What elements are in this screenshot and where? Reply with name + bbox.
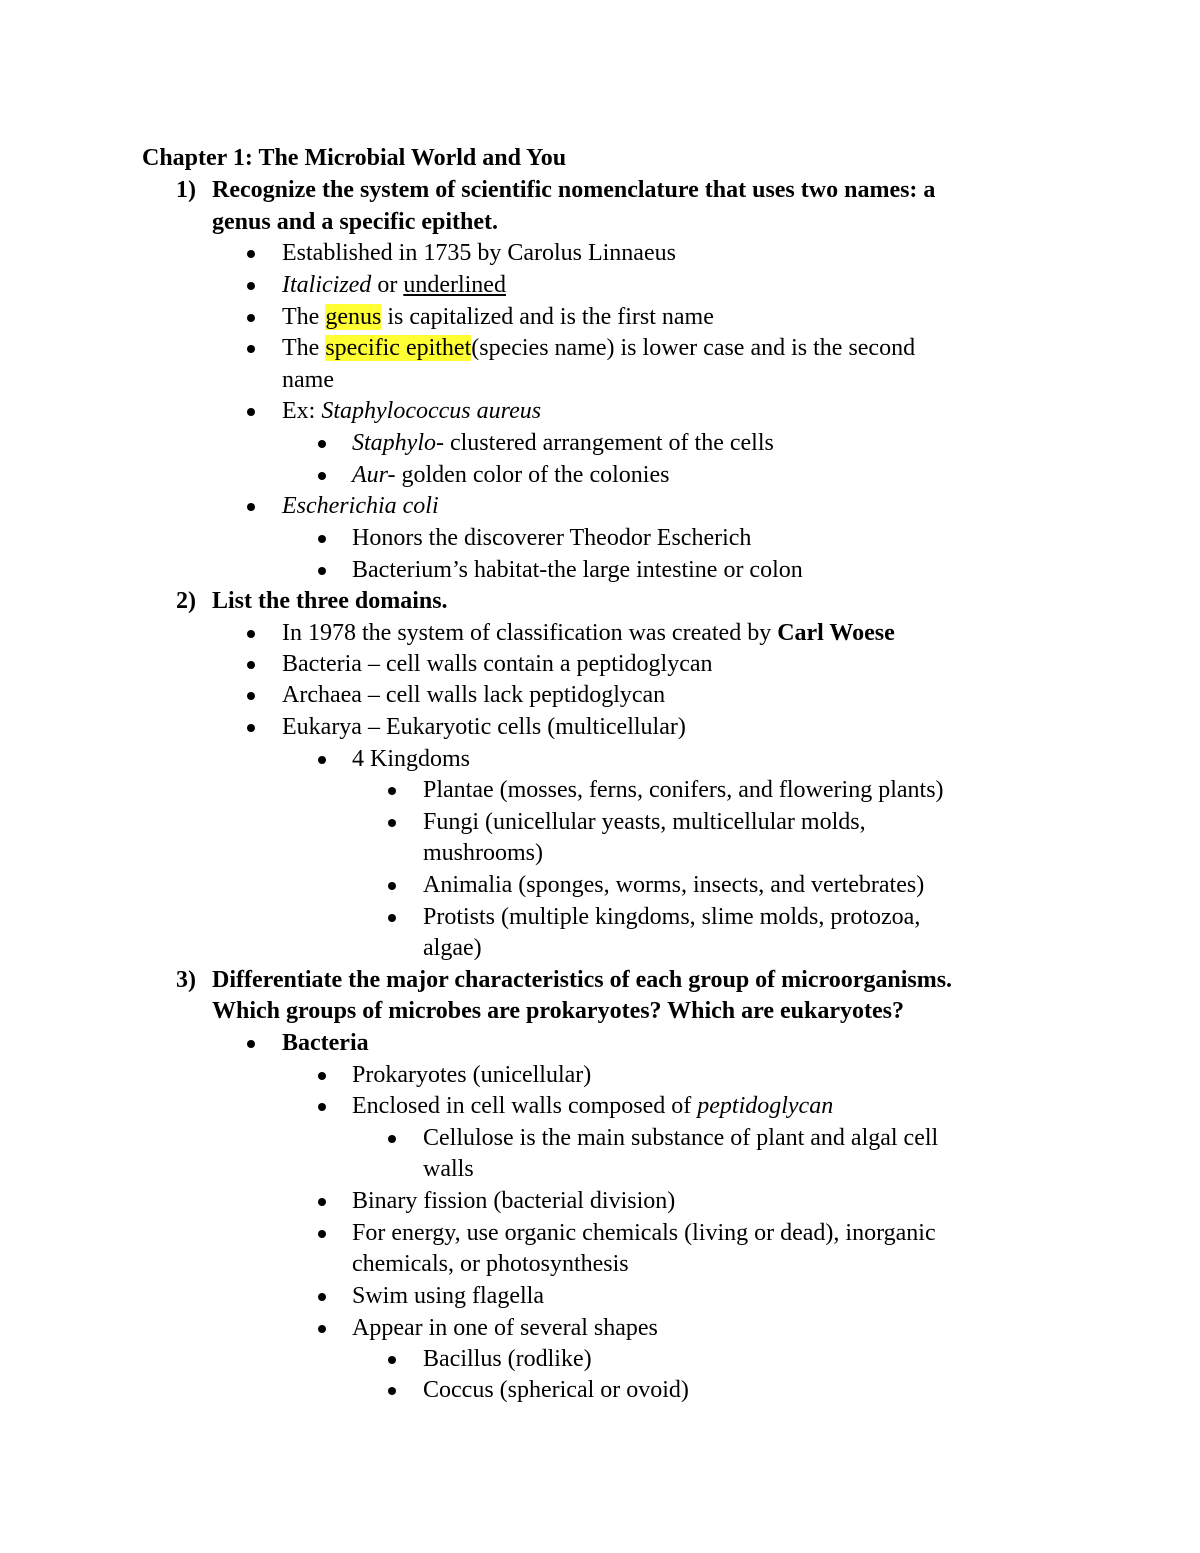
bullet-icon bbox=[247, 408, 255, 416]
list-item: Appear in one of several shapes bbox=[352, 1315, 658, 1341]
list-item bbox=[352, 460, 669, 490]
list-item-continuation: name bbox=[282, 367, 334, 393]
highlighted-text: genus bbox=[325, 304, 382, 330]
list-item: Plantae (mosses, ferns, conifers, and flowering plants) bbox=[423, 777, 944, 803]
list-item: Prokaryotes (unicellular) bbox=[352, 1062, 592, 1088]
bullet-icon bbox=[247, 661, 255, 669]
bullet-icon bbox=[247, 724, 255, 732]
underlined-text: underlined bbox=[403, 272, 506, 298]
bullet-icon bbox=[388, 1135, 396, 1143]
list-item bbox=[352, 428, 774, 458]
text: or bbox=[371, 272, 404, 298]
section-1-heading-line-1: Recognize the system of scientific nomenclature that uses two names: a bbox=[212, 177, 936, 203]
list-item: Binary fission (bacterial division) bbox=[352, 1188, 676, 1214]
section-2-heading: List the three domains. bbox=[212, 588, 448, 614]
bullet-icon bbox=[247, 314, 255, 322]
bullet-icon bbox=[247, 503, 255, 511]
bullet-icon bbox=[388, 787, 396, 795]
text: (species name) is lower case and is the second bbox=[471, 335, 916, 361]
text: Enclosed in cell walls composed of bbox=[352, 1093, 698, 1119]
bullet-icon bbox=[318, 1230, 326, 1238]
bullet-icon bbox=[388, 914, 396, 922]
italic-text: peptidoglycan bbox=[697, 1093, 834, 1119]
text: is capitalized and is the first name bbox=[381, 304, 714, 330]
list-item: Fungi (unicellular yeasts, multicellular molds, bbox=[423, 809, 866, 835]
text: golden color of the colonies bbox=[395, 462, 670, 488]
bullet-icon bbox=[388, 1356, 396, 1364]
list-item-continuation: chemicals, or photosynthesis bbox=[352, 1251, 629, 1277]
text: The bbox=[282, 335, 326, 361]
bullet-icon bbox=[247, 345, 255, 353]
list-item: Protists (multiple kingdoms, slime molds, protozoa, bbox=[423, 904, 921, 930]
list-item bbox=[282, 302, 714, 332]
list-item: Escherichia coli bbox=[282, 493, 439, 519]
bullet-icon bbox=[388, 882, 396, 890]
list-item-continuation: algae) bbox=[423, 935, 482, 961]
bold-text: Carl Woese bbox=[777, 620, 895, 646]
bullet-icon bbox=[318, 567, 326, 575]
list-item: Animalia (sponges, worms, insects, and vertebrates) bbox=[423, 872, 925, 898]
bullet-icon bbox=[318, 535, 326, 543]
list-item bbox=[282, 396, 541, 426]
bullet-icon bbox=[388, 1387, 396, 1395]
list-item: For energy, use organic chemicals (living or dead), inorganic bbox=[352, 1220, 936, 1246]
section-2-number: 2) bbox=[176, 588, 196, 614]
list-item: Coccus (spherical or ovoid) bbox=[423, 1377, 689, 1403]
section-1-number: 1) bbox=[176, 177, 196, 203]
list-item: Bacteria – cell walls contain a peptidoglycan bbox=[282, 651, 713, 677]
bullet-icon bbox=[318, 1325, 326, 1333]
bullet-icon bbox=[318, 1293, 326, 1301]
italic-text: Italicized bbox=[282, 272, 372, 298]
bullet-icon bbox=[388, 819, 396, 827]
list-item bbox=[282, 270, 506, 300]
text: In 1978 the system of classification was created by bbox=[282, 620, 778, 646]
bullet-icon bbox=[318, 1072, 326, 1080]
text: clustered arrangement of the cells bbox=[443, 430, 774, 456]
highlighted-text: specific epithet bbox=[325, 335, 472, 361]
bullet-icon bbox=[247, 630, 255, 638]
list-item: Swim using flagella bbox=[352, 1283, 544, 1309]
bullet-icon bbox=[247, 282, 255, 290]
bullet-icon bbox=[318, 472, 326, 480]
list-item: Bacterium’s habitat-the large intestine or colon bbox=[352, 557, 803, 583]
text: Ex: bbox=[282, 398, 322, 424]
page-title: Chapter 1: The Microbial World and You bbox=[142, 145, 567, 171]
bullet-icon bbox=[247, 250, 255, 258]
list-item-continuation: mushrooms) bbox=[423, 840, 543, 866]
section-3-number: 3) bbox=[176, 967, 196, 993]
section-3-heading-line-2: Which groups of microbes are prokaryotes? Which are eukaryotes? bbox=[212, 998, 904, 1024]
bullet-icon bbox=[318, 440, 326, 448]
list-item-continuation: walls bbox=[423, 1156, 474, 1182]
italic-text: Aur- bbox=[352, 462, 396, 488]
list-item: Cellulose is the main substance of plant and algal cell bbox=[423, 1125, 939, 1151]
section-1-heading-line-2: genus and a specific epithet. bbox=[212, 209, 499, 235]
bullet-icon bbox=[247, 1040, 255, 1048]
list-item bbox=[282, 618, 895, 648]
text: The bbox=[282, 304, 326, 330]
list-item: Archaea – cell walls lack peptidoglycan bbox=[282, 682, 666, 708]
italic-text: Staphylococcus aureus bbox=[321, 398, 542, 424]
bullet-icon bbox=[318, 756, 326, 764]
list-item: Established in 1735 by Carolus Linnaeus bbox=[282, 240, 676, 266]
bullet-icon bbox=[247, 692, 255, 700]
bullet-icon bbox=[318, 1103, 326, 1111]
list-item: Bacillus (rodlike) bbox=[423, 1346, 592, 1372]
bullet-icon bbox=[318, 1198, 326, 1206]
list-item: Honors the discoverer Theodor Escherich bbox=[352, 525, 752, 551]
section-3-heading-line-1: Differentiate the major characteristics of each group of microorganisms. bbox=[212, 967, 953, 993]
list-item: 4 Kingdoms bbox=[352, 746, 471, 772]
list-item: Eukarya – Eukaryotic cells (multicellular) bbox=[282, 714, 686, 740]
list-item: Bacteria bbox=[282, 1030, 369, 1056]
italic-text: Staphylo- bbox=[352, 430, 444, 456]
list-item bbox=[352, 1091, 833, 1121]
list-item bbox=[282, 333, 915, 363]
